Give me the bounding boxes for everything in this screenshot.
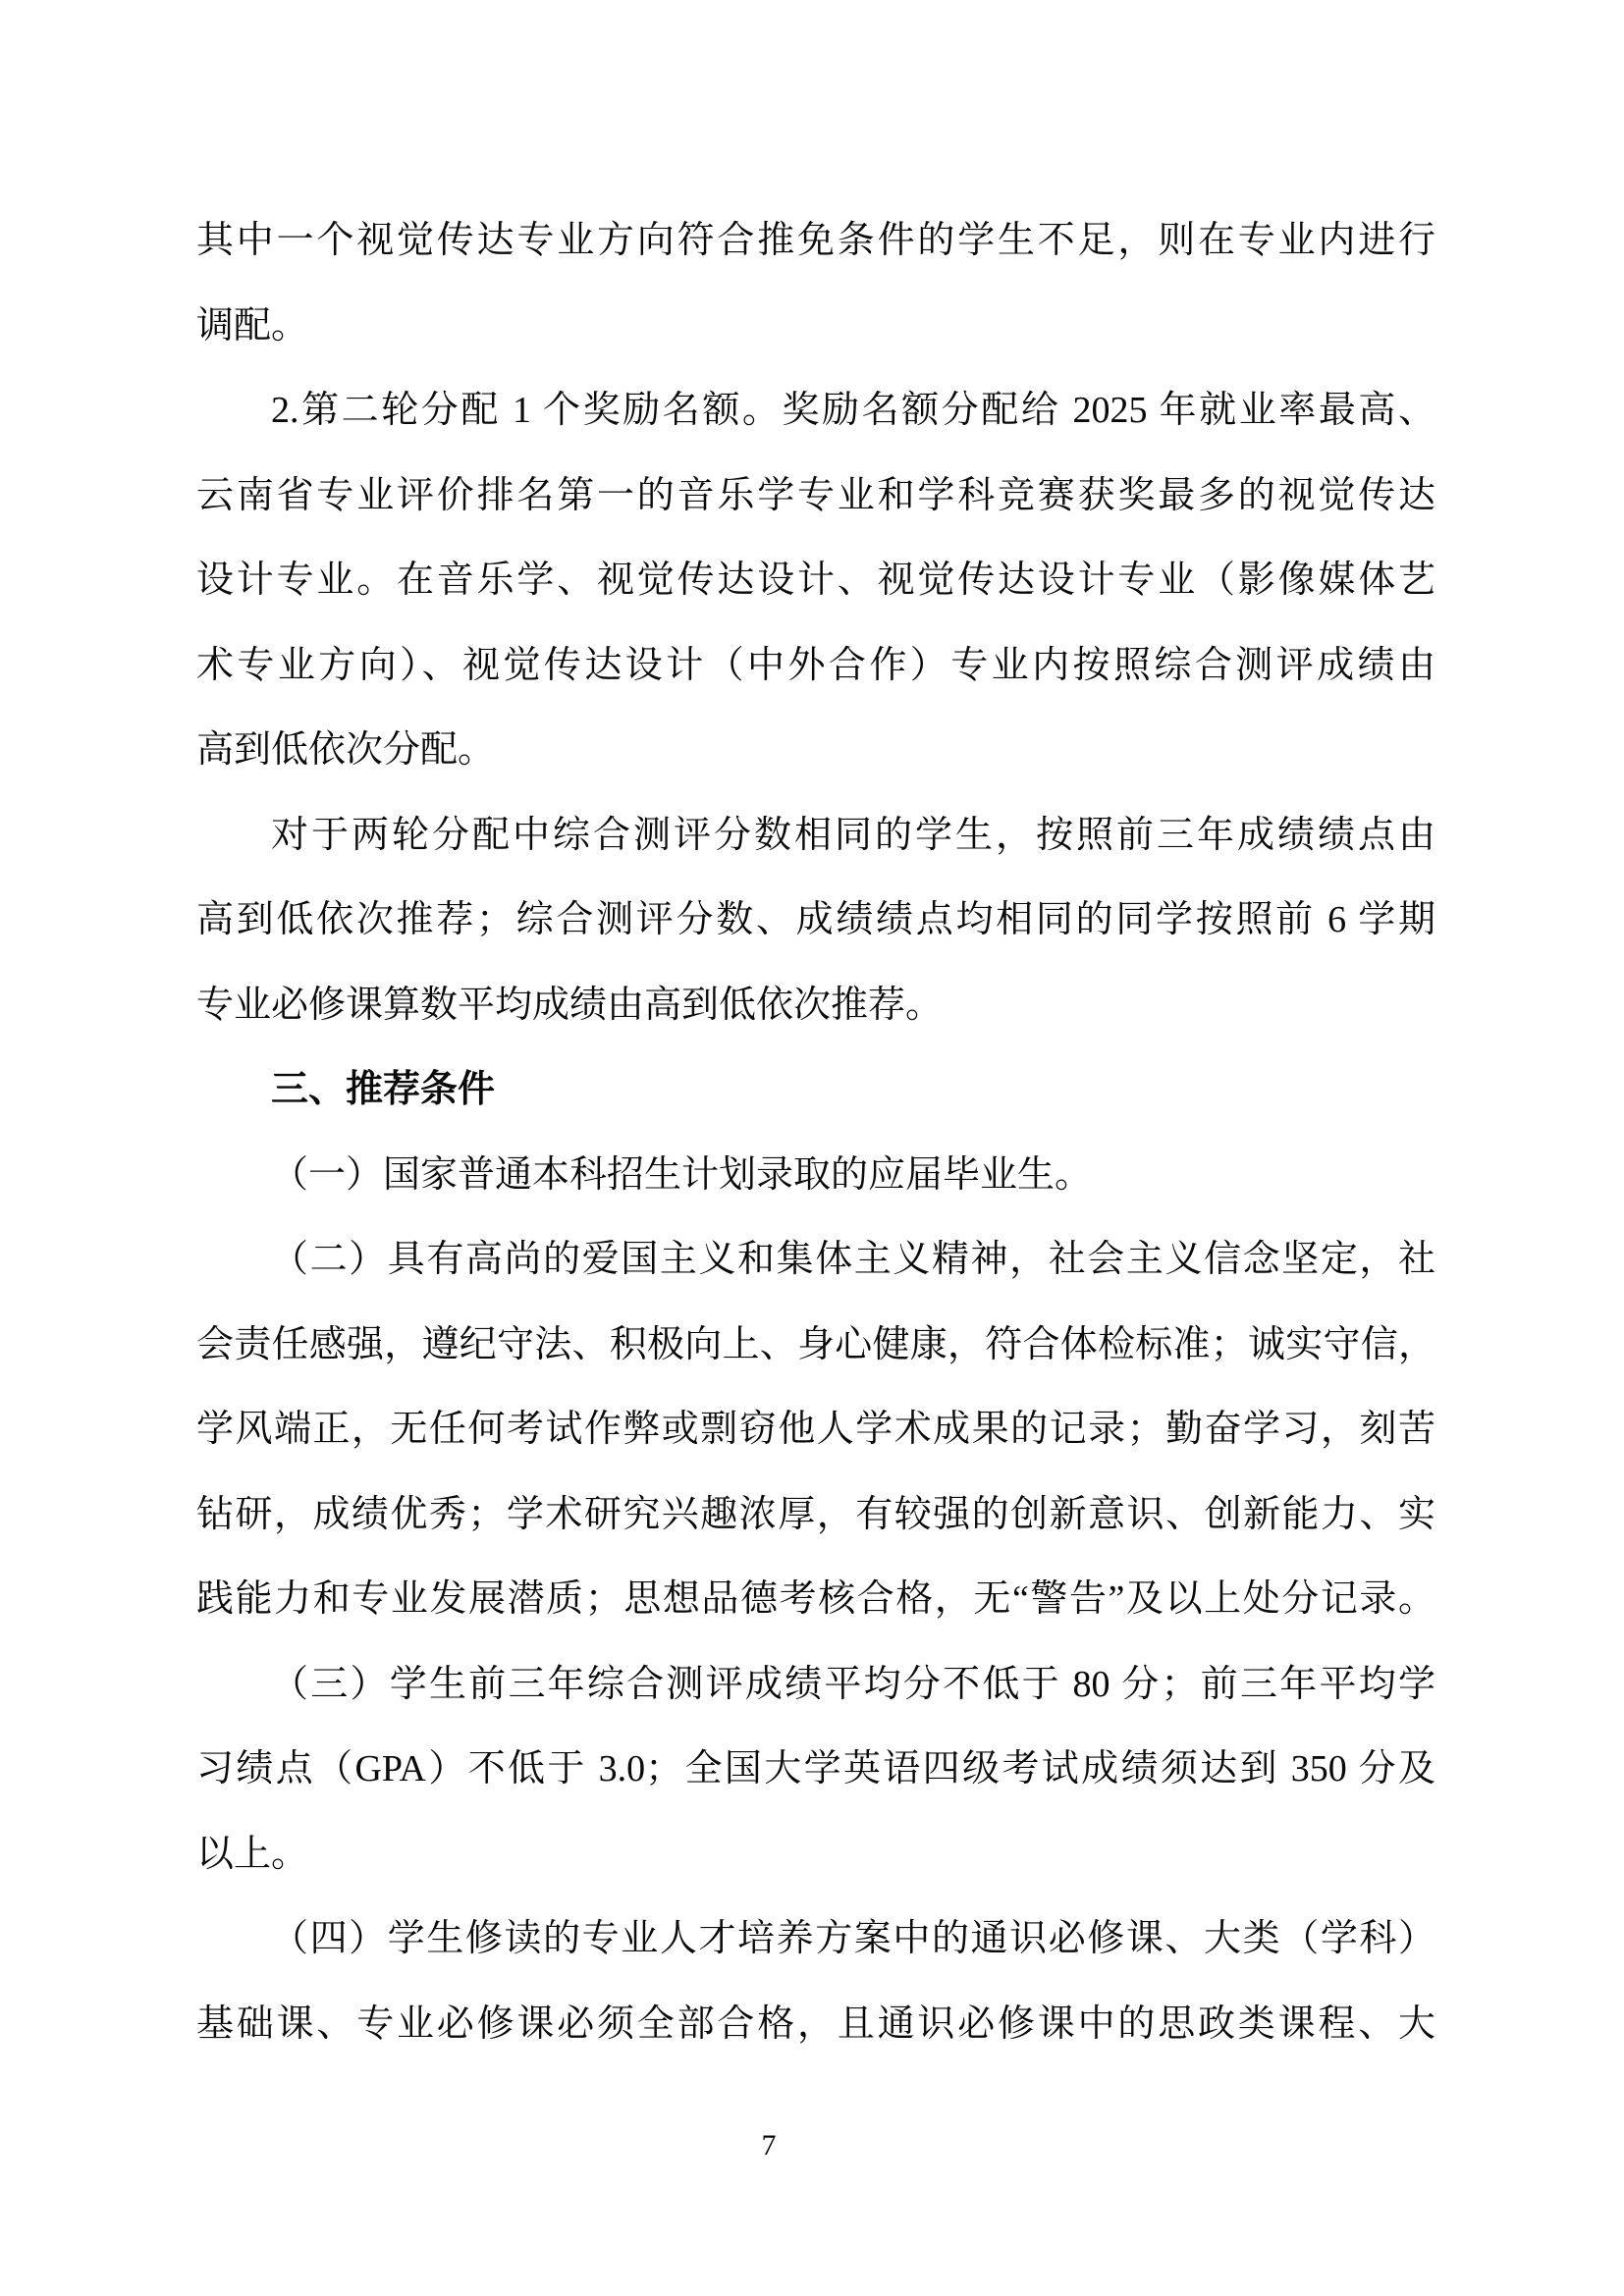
text-line: 习绩点（GPA）不低于 3.0；全国大学英语四级考试成绩须达到 350 分及 bbox=[196, 1748, 1435, 1789]
document-body bbox=[196, 198, 1435, 2066]
text-line: 高到低依次推荐；综合测评分数、成绩绩点均相同的同学按照前 6 学期 bbox=[196, 899, 1435, 940]
text-line: 调配。 bbox=[196, 304, 309, 347]
text-line: 会责任感强，遵纪守法、积极向上、身心健康，符合体检标准；诚实守信， bbox=[196, 1323, 1435, 1365]
section-heading: 三、推荐条件 bbox=[271, 1069, 496, 1110]
text-line: 云南省专业评价排名第一的音乐学专业和学科竞赛获奖最多的视觉传达 bbox=[196, 474, 1435, 516]
text-line: 其中一个视觉传达专业方向符合推免条件的学生不足，则在专业内进行 bbox=[196, 220, 1435, 261]
text-line: 高到低依次分配。 bbox=[196, 729, 496, 771]
text-line: 专业必修课算数平均成绩由高到低依次推荐。 bbox=[196, 984, 944, 1026]
text-line: （二）具有高尚的爱国主义和集体主义精神，社会主义信念坚定，社 bbox=[271, 1239, 1435, 1280]
text-line: 对于两轮分配中综合测评分数相同的学生，按照前三年成绩绩点由 bbox=[271, 814, 1435, 856]
text-line: （一）国家普通本科招生计划录取的应届毕业生。 bbox=[271, 1153, 1093, 1196]
text-line: 设计专业。在音乐学、视觉传达设计、视觉传达设计专业（影像媒体艺 bbox=[196, 560, 1435, 601]
page-number: 7 bbox=[761, 2129, 777, 2162]
text-line: 2.第二轮分配 1 个奖励名额。奖励名额分配给 2025 年就业率最高、 bbox=[271, 390, 1435, 431]
text-line: （三）学生前三年综合测评成绩平均分不低于 80 分；前三年平均学 bbox=[271, 1663, 1435, 1705]
text-line: 术专业方向）、视觉传达设计（中外合作）专业内按照综合测评成绩由 bbox=[196, 644, 1435, 686]
text-line: （四）学生修读的专业人才培养方案中的通识必修课、大类（学科） bbox=[271, 1918, 1435, 1959]
text-line: 学风端正，无任何考试作弊或剽窃他人学术成果的记录；勤奋学习，刻苦 bbox=[196, 1409, 1435, 1450]
text-line: 基础课、专业必修课必须全部合格，且通识必修课中的思政类课程、大 bbox=[196, 2002, 1435, 2045]
text-line: 践能力和专业发展潜质；思想品德考核合格，无“警告”及以上处分记录。 bbox=[196, 1578, 1435, 1620]
text-line: 以上。 bbox=[196, 1833, 309, 1875]
text-line: 钻研，成绩优秀；学术研究兴趣浓厚，有较强的创新意识、创新能力、实 bbox=[196, 1493, 1435, 1535]
